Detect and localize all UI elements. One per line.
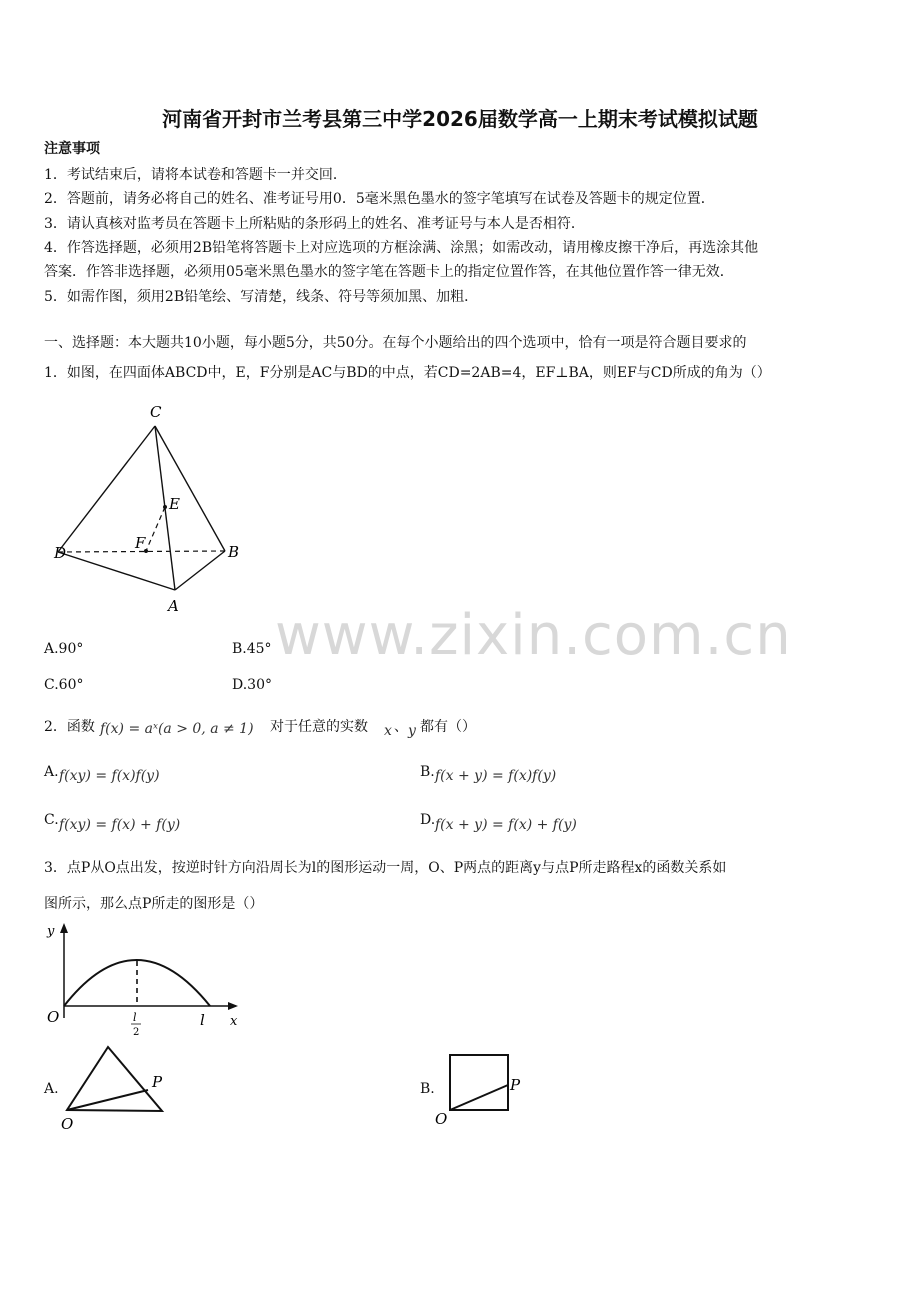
q3b-label-o: O — [435, 1110, 448, 1128]
label-a: A — [168, 597, 179, 615]
notice-heading: 注意事项 — [44, 141, 100, 157]
notice-item: 2．答题前，请务必将自己的姓名、准考证号用0．5毫米黑色墨水的签字笔填写在试卷及答题卡的规定位置． — [44, 191, 715, 207]
notice-item: 1．考试结束后，请将本试卷和答题卡一并交回． — [44, 167, 347, 183]
q2-option-a: f(xy) = f(x)f(y) — [59, 768, 160, 784]
q2-option-d-label: D. — [420, 812, 436, 828]
q2-separator: 、 — [394, 719, 408, 735]
q1-option-b: B.45° — [232, 641, 272, 657]
q3-stem-line2: 图所示，那么点P所走的图形是（） — [44, 896, 264, 912]
label-b: B — [228, 543, 240, 561]
q2-var-x: x — [384, 723, 392, 739]
q2-option-b-label: B. — [420, 764, 435, 780]
q3-option-a-triangle — [58, 1040, 178, 1135]
q2-option-d: f(x + y) = f(x) + f(y) — [435, 817, 577, 833]
q2-var-y: y — [408, 723, 416, 739]
q3a-label-o: O — [61, 1115, 74, 1133]
tetrahedron-figure — [40, 395, 260, 620]
q1-option-d: D.30° — [232, 677, 272, 693]
q3-option-b-square — [432, 1045, 532, 1130]
q2-suffix: 都有（） — [420, 719, 476, 735]
label-d: D — [54, 544, 67, 562]
notice-item: 4．作答选择题，必须用2B铅笔将答题卡上对应选项的方框涂满、涂黑；如需改动，请用橡皮擦干净后，再选涂其他 — [44, 240, 759, 256]
q2-option-a-label: A. — [44, 764, 59, 780]
q2-option-c-label: C. — [44, 812, 59, 828]
graph-label-l: l — [200, 1011, 205, 1029]
q3-option-b-label: B. — [420, 1081, 435, 1097]
q3-stem-line1: 3．点P从O点出发，按逆时针方向沿周长为l的图形运动一周，O、P两点的距离y与点P所走路程x的函数关系如 — [44, 860, 727, 876]
distance-graph — [40, 918, 250, 1043]
watermark: www.zixin.com.cn — [275, 603, 792, 668]
label-c: C — [150, 403, 162, 421]
graph-half-numerator: l — [133, 1011, 137, 1024]
q3a-label-p: P — [152, 1073, 163, 1091]
page-title: 河南省开封市兰考县第三中学2026届数学高一上期末考试模拟试题 — [162, 107, 758, 131]
q2-function: f(x) = aˣ(a > 0, a ≠ 1) — [100, 721, 254, 737]
label-e: E — [169, 495, 180, 513]
graph-label-o: O — [47, 1008, 60, 1026]
q1-stem: 1．如图，在四面体ABCD中，E，F分别是AC与BD的中点，若CD=2AB=4，EF⊥BA，则EF与CD所成的角为（） — [44, 365, 771, 381]
q1-option-c: C.60° — [44, 677, 84, 693]
q2-middle: 对于任意的实数 — [270, 719, 368, 735]
q1-option-a: A.90° — [44, 641, 84, 657]
q2-option-b: f(x + y) = f(x)f(y) — [435, 768, 557, 784]
notice-item: 5．如需作图，须用2B铅笔绘、写清楚，线条、符号等须加黑、加粗． — [44, 289, 479, 305]
section-heading: 一、选择题：本大题共10小题，每小题5分，共50分。在每个小题给出的四个选项中，恰有一项是符合题目要求的 — [44, 335, 747, 351]
q2-option-c: f(xy) = f(x) + f(y) — [59, 817, 181, 833]
q3-option-a-label: A. — [44, 1081, 59, 1097]
label-f: F — [135, 534, 146, 552]
graph-label-y: y — [47, 924, 55, 939]
q2-prefix: 2．函数 — [44, 719, 95, 735]
graph-half-denominator: 2 — [133, 1027, 140, 1038]
q3b-label-p: P — [510, 1076, 521, 1094]
graph-label-x: x — [230, 1014, 238, 1029]
notice-item: 3．请认真核对监考员在答题卡上所粘贴的条形码上的姓名、准考证号与本人是否相符． — [44, 216, 585, 232]
notice-item: 答案．作答非选择题，必须用05毫米黑色墨水的签字笔在答题卡上的指定位置作答，在其他位置作答一律无效． — [44, 264, 734, 280]
